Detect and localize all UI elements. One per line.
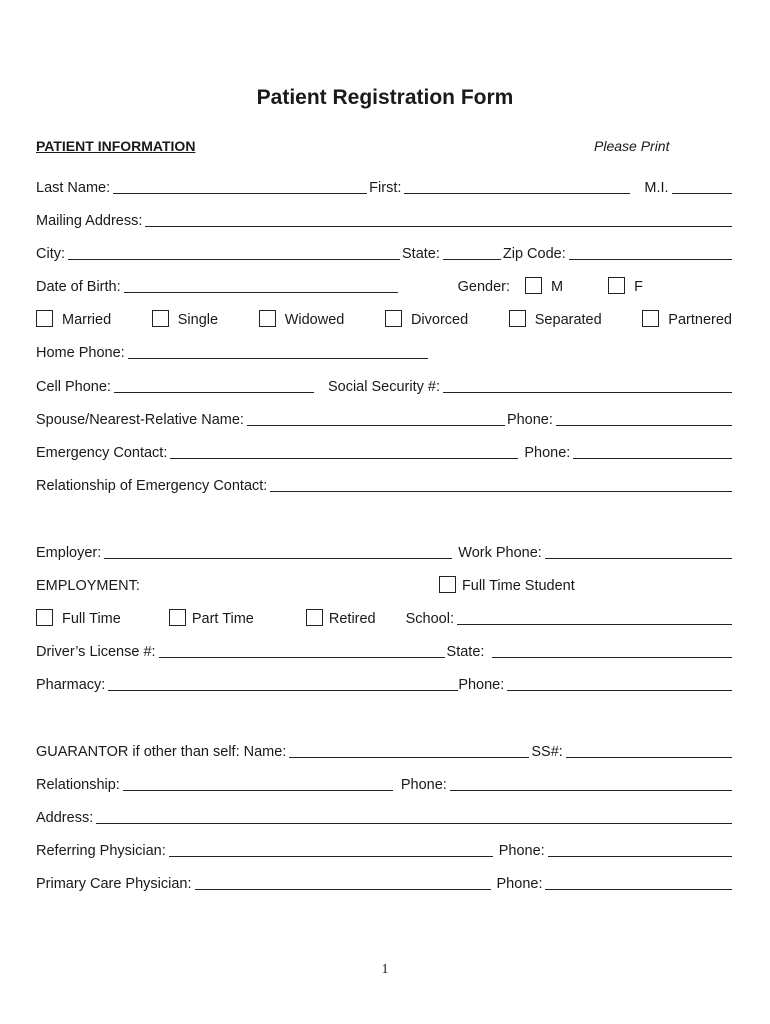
primary-care-phone-field[interactable] <box>545 871 732 890</box>
name-row <box>36 174 732 196</box>
emergency-relationship-label: Relationship of Emergency Contact: <box>36 478 268 494</box>
drivers-license-label: Driver’s License #: <box>36 644 156 660</box>
referring-phone-field[interactable] <box>548 838 732 857</box>
school-field[interactable] <box>457 606 732 625</box>
primary-care-physician-label: Primary Care Physician: <box>36 876 192 892</box>
retired-option[interactable] <box>306 609 376 627</box>
emergency-relationship-row <box>36 472 732 494</box>
referring-physician-field[interactable] <box>169 838 493 857</box>
please-print-note: Please Print <box>594 138 670 154</box>
partnered-label: Partnered <box>668 312 732 328</box>
guarantor-relationship-label: Relationship: <box>36 777 120 793</box>
page-title: Patient Registration Form <box>256 86 514 109</box>
guarantor-ss-label: SS#: <box>531 744 563 760</box>
single-checkbox[interactable] <box>152 310 169 327</box>
first-name-field[interactable] <box>404 175 630 194</box>
employment-label: EMPLOYMENT: <box>36 578 140 594</box>
gender-m-label: M <box>551 279 564 295</box>
full-time-label: Full Time <box>62 611 121 627</box>
drivers-license-field[interactable] <box>159 639 445 658</box>
city-label: City: <box>36 246 65 262</box>
marital-single-option[interactable] <box>152 310 218 328</box>
guarantor-phone-field[interactable] <box>450 772 732 791</box>
employment-options-row <box>36 605 732 627</box>
employment-heading-row <box>36 572 732 594</box>
guarantor-name-field[interactable] <box>289 739 529 758</box>
zip-code-field[interactable] <box>569 241 732 260</box>
pharmacy-field[interactable] <box>108 672 458 691</box>
social-security-field[interactable] <box>443 374 732 393</box>
part-time-label: Part Time <box>191 611 254 627</box>
divorced-label: Divorced <box>410 312 469 328</box>
date-of-birth-label: Date of Birth: <box>36 279 121 295</box>
last-name-label: Last Name: <box>36 180 111 196</box>
full-time-student-checkbox[interactable] <box>439 576 456 593</box>
license-state-label: State: <box>446 644 485 660</box>
emergency-contact-row <box>36 439 732 461</box>
pharmacy-phone-label: Phone: <box>458 677 505 693</box>
guarantor-ss-field[interactable] <box>566 739 732 758</box>
part-time-option[interactable] <box>169 609 254 627</box>
gender-f-label: F <box>634 279 643 295</box>
spouse-field[interactable] <box>247 407 505 426</box>
full-time-student-option[interactable] <box>439 576 575 594</box>
full-time-checkbox[interactable] <box>36 609 53 626</box>
dob-gender-row <box>36 273 732 295</box>
drivers-license-row <box>36 638 732 660</box>
state-label: State: <box>402 246 440 262</box>
full-time-option[interactable] <box>36 609 121 627</box>
retired-label: Retired <box>328 611 376 627</box>
gender-m-checkbox[interactable] <box>525 277 542 294</box>
guarantor-address-row <box>36 804 732 826</box>
primary-care-phone-label: Phone: <box>496 876 543 892</box>
home-phone-label: Home Phone: <box>36 345 125 361</box>
full-time-student-label: Full Time Student <box>461 578 575 594</box>
marital-partnered-option[interactable] <box>642 310 732 328</box>
employer-row <box>36 539 732 561</box>
married-label: Married <box>62 312 112 328</box>
guarantor-relationship-row <box>36 771 732 793</box>
divorced-checkbox[interactable] <box>385 310 402 327</box>
patient-information-heading: PATIENT INFORMATION <box>36 138 196 154</box>
pharmacy-row <box>36 671 732 693</box>
gender-option-m[interactable] <box>525 277 563 295</box>
mailing-address-label: Mailing Address: <box>36 213 143 229</box>
employer-field[interactable] <box>104 540 452 559</box>
middle-initial-field[interactable] <box>672 175 732 194</box>
part-time-checkbox[interactable] <box>169 609 186 626</box>
emergency-phone-field[interactable] <box>573 440 732 459</box>
social-security-label: Social Security #: <box>327 379 440 395</box>
gender-option-f[interactable] <box>608 277 643 295</box>
spouse-label: Spouse/Nearest-Relative Name: <box>36 412 244 428</box>
referring-physician-label: Referring Physician: <box>36 843 166 859</box>
first-name-label: First: <box>369 180 402 196</box>
mailing-address-field[interactable] <box>145 208 732 227</box>
emergency-relationship-field[interactable] <box>270 473 732 492</box>
emergency-contact-label: Emergency Contact: <box>36 445 168 461</box>
date-of-birth-field[interactable] <box>124 274 398 293</box>
emergency-phone-label: Phone: <box>524 445 571 461</box>
spouse-phone-field[interactable] <box>556 407 732 426</box>
spouse-phone-label: Phone: <box>506 412 553 428</box>
cell-phone-field[interactable] <box>114 374 314 393</box>
marital-married-option[interactable] <box>36 310 111 328</box>
guarantor-relationship-field[interactable] <box>123 772 393 791</box>
emergency-contact-field[interactable] <box>170 440 518 459</box>
marital-status-row <box>36 306 732 328</box>
widowed-label: Widowed <box>284 312 345 328</box>
middle-initial-label: M.I. <box>644 180 669 196</box>
married-checkbox[interactable] <box>36 310 53 327</box>
widowed-checkbox[interactable] <box>259 310 276 327</box>
separated-label: Separated <box>534 312 602 328</box>
primary-care-physician-row <box>36 870 732 892</box>
guarantor-address-field[interactable] <box>96 805 732 824</box>
gender-label: Gender: <box>457 279 511 295</box>
pharmacy-phone-field[interactable] <box>507 672 732 691</box>
referring-phone-label: Phone: <box>498 843 545 859</box>
retired-checkbox[interactable] <box>306 609 323 626</box>
city-state-zip-row <box>36 240 732 262</box>
employer-label: Employer: <box>36 545 102 561</box>
city-field[interactable] <box>68 241 400 260</box>
partnered-checkbox[interactable] <box>642 310 659 327</box>
guarantor-name-label: GUARANTOR if other than self: Name: <box>36 744 287 760</box>
guarantor-row <box>36 738 732 760</box>
gender-f-checkbox[interactable] <box>608 277 625 294</box>
page-number: 1 <box>381 962 389 977</box>
marital-divorced-option[interactable] <box>385 310 468 328</box>
state-field[interactable] <box>443 241 501 260</box>
cell-phone-label: Cell Phone: <box>36 379 111 395</box>
single-label: Single <box>177 312 219 328</box>
pharmacy-label: Pharmacy: <box>36 677 106 693</box>
marital-widowed-option[interactable] <box>259 310 345 328</box>
guarantor-phone-label: Phone: <box>400 777 447 793</box>
home-phone-row <box>36 339 732 361</box>
work-phone-label: Work Phone: <box>458 545 542 561</box>
home-phone-field[interactable] <box>128 340 428 359</box>
separated-checkbox[interactable] <box>509 310 526 327</box>
mailing-address-row <box>36 207 732 229</box>
zip-code-label: Zip Code: <box>502 246 566 262</box>
cell-ssn-row <box>36 373 732 395</box>
guarantor-address-label: Address: <box>36 810 94 826</box>
spouse-row <box>36 406 732 428</box>
primary-care-physician-field[interactable] <box>195 871 491 890</box>
last-name-field[interactable] <box>113 175 367 194</box>
work-phone-field[interactable] <box>545 540 732 559</box>
school-label: School: <box>405 611 454 627</box>
marital-separated-option[interactable] <box>509 310 602 328</box>
license-state-field[interactable] <box>492 639 732 658</box>
referring-physician-row <box>36 837 732 859</box>
